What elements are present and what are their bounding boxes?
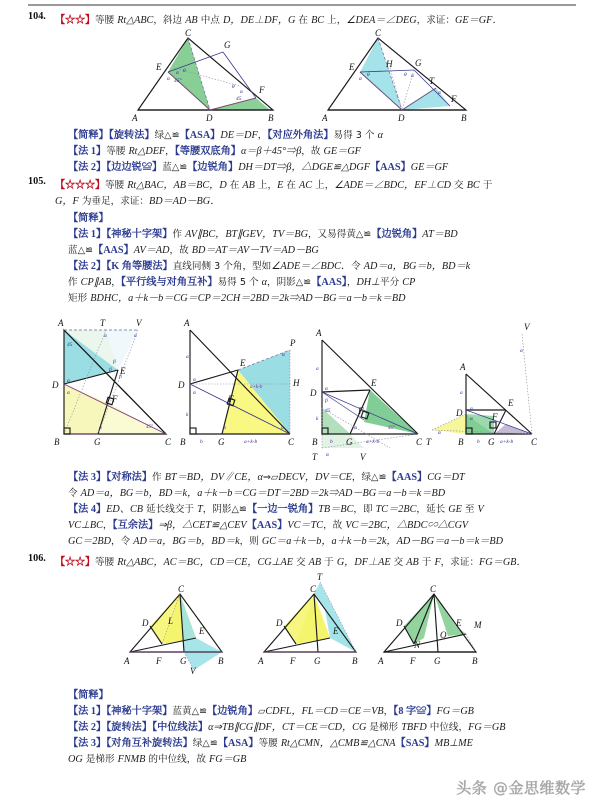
problem-106-number: 106.: [28, 553, 46, 564]
svg-text:L: L: [168, 616, 174, 626]
svg-text:α: α: [411, 73, 414, 79]
svg-text:T: T: [100, 318, 106, 328]
svg-text:C: C: [416, 437, 423, 447]
svg-text:α: α: [67, 378, 70, 384]
problem-105-figure-3: [308, 312, 443, 460]
svg-text:θ: θ: [367, 72, 370, 78]
svg-text:45: 45: [236, 96, 242, 102]
svg-text:b: b: [477, 439, 480, 445]
svg-text:V: V: [524, 322, 530, 332]
problem-105-explanation-line-7: 【法 3】【对称法】作 BT＝BD，DV∥CE，α⇒▱DECV，DV＝CE，绿△≌【AAS】CG＝DT: [68, 472, 465, 483]
svg-text:A: A: [258, 656, 264, 666]
svg-text:45: 45: [325, 408, 331, 414]
svg-text:E: E: [156, 62, 162, 72]
svg-text:G: G: [224, 40, 231, 50]
svg-text:A: A: [58, 318, 64, 328]
svg-text:a+k-b: a+k-b: [500, 439, 514, 445]
problem-106-explanation-line-1: 【简释】: [68, 690, 109, 701]
svg-text:G: G: [346, 437, 353, 447]
svg-text:F: F: [358, 406, 364, 416]
problem-104-explanation-line-2: 【法 1】等腰 Rt△DEF，【等腰双底角】α＝β＋45°⇒β，故 GE＝GF: [68, 146, 361, 157]
svg-text:α: α: [281, 425, 284, 431]
svg-text:A: A: [378, 656, 384, 666]
svg-text:B: B: [312, 437, 318, 447]
problem-104-statement: 【☆☆】等腰 Rt△ABC，斜边 AB 中点 D，DE⊥DF，G 在 BC 上，∠DEA＝∠DEG，求证：GE＝GF．: [55, 15, 503, 26]
svg-text:T: T: [429, 76, 435, 86]
svg-text:F: F: [290, 656, 296, 666]
problem-105-explanation-line-8: 令 AD＝a，BG＝b，BD＝k，a＋k－b＝CG＝DT＝2BD＝2k⇒AD－BG＝a－b＝k＝BD: [68, 488, 446, 499]
svg-text:D: D: [206, 113, 213, 123]
problem-104-stars: 【☆☆】: [55, 15, 95, 26]
svg-text:θ: θ: [232, 84, 235, 90]
svg-text:A: A: [124, 656, 130, 666]
svg-text:α: α: [67, 390, 70, 396]
svg-text:V: V: [360, 452, 366, 462]
top-rule: [28, 4, 576, 6]
svg-text:45: 45: [67, 342, 73, 348]
svg-text:α: α: [359, 76, 362, 82]
svg-text:D: D: [142, 618, 149, 628]
svg-text:C: C: [288, 437, 295, 447]
svg-text:A: A: [460, 362, 466, 372]
svg-text:A: A: [316, 328, 322, 338]
problem-105-statement-line-2: G，F 为垂足，求证：BD＝AD－BG．: [55, 196, 221, 207]
svg-text:D: D: [456, 408, 463, 418]
svg-text:b: b: [330, 439, 333, 445]
svg-text:a+k-b: a+k-b: [366, 439, 380, 445]
svg-text:C: C: [310, 584, 317, 594]
svg-text:F: F: [112, 394, 118, 404]
svg-text:V: V: [136, 318, 142, 328]
svg-text:a+k-b: a+k-b: [244, 439, 258, 445]
svg-text:T: T: [317, 572, 323, 582]
svg-text:B: B: [54, 437, 60, 447]
svg-text:C: C: [185, 28, 192, 38]
problem-105-explanation-line-4: 【法 2】【K 角等腰法】直线同侧 3 个角，型如∠ADE＝∠BDC．令 AD＝a，BG＝b，BD＝k: [68, 261, 471, 272]
svg-text:B: B: [458, 437, 464, 447]
svg-text:C: C: [531, 437, 538, 447]
svg-text:B: B: [461, 113, 467, 123]
svg-text:H: H: [386, 59, 393, 69]
svg-text:k: k: [186, 412, 189, 418]
svg-text:O: O: [440, 630, 447, 640]
svg-text:α: α: [354, 425, 357, 431]
svg-text:E: E: [333, 626, 339, 636]
svg-text:F: F: [259, 85, 265, 95]
svg-text:F: F: [228, 394, 234, 404]
svg-text:G: G: [415, 58, 422, 68]
problem-104-figure-right: [318, 30, 488, 122]
svg-text:α: α: [176, 70, 179, 76]
svg-text:C: C: [430, 584, 437, 594]
svg-text:a+k-b: a+k-b: [250, 385, 263, 390]
svg-text:α: α: [282, 352, 285, 358]
svg-text:θ: θ: [404, 72, 407, 78]
svg-text:V: V: [190, 666, 196, 676]
problem-105-explanation-line-10: VC⊥BC，【互余法】⇒β，△CET≌△CEV【AAS】VC＝TC，故 VC＝2BC，△BDC∽△CGV: [68, 520, 469, 531]
svg-text:θ: θ: [183, 68, 186, 74]
svg-text:α: α: [325, 386, 328, 392]
problem-106-figure-right: [378, 582, 538, 674]
svg-text:G: G: [434, 656, 441, 666]
svg-text:a: a: [460, 390, 463, 396]
problem-104-explanation-line-1: 【简释】【旋转法】绿△≌【ASA】DE＝DF，【对应外角法】易得 3 个 α: [68, 130, 383, 141]
svg-text:α: α: [99, 425, 102, 431]
svg-text:C: C: [178, 584, 185, 594]
svg-text:A: A: [322, 113, 328, 123]
svg-text:α: α: [326, 452, 329, 458]
problem-105-explanation-line-11: GC＝2BD，令 AD＝a，BG＝b，BD＝k，则 GC＝a＋k－b，a＋k－b＝2k，AD－BG＝a－b＝k＝BD: [68, 536, 503, 547]
problem-105-number: 105.: [28, 176, 46, 187]
svg-text:G: G: [180, 656, 187, 666]
svg-text:E: E: [240, 358, 246, 368]
svg-text:D: D: [396, 618, 403, 628]
svg-text:A: A: [184, 318, 190, 328]
svg-text:B: B: [268, 113, 274, 123]
svg-text:G: G: [314, 656, 321, 666]
svg-text:β: β: [119, 374, 122, 380]
problem-105-statement-line-1: 【☆☆☆】等腰 Rt△BAC，AB＝BC，D 在 AB 上，E 在 AC 上，∠ADE＝∠BDC，EF⊥CD 交 BC 于: [55, 180, 493, 191]
svg-text:α: α: [193, 377, 196, 383]
svg-text:T: T: [426, 437, 432, 447]
svg-text:D: D: [310, 388, 317, 398]
svg-text:G: G: [94, 437, 101, 447]
svg-text:α: α: [167, 76, 170, 82]
svg-text:β: β: [325, 398, 328, 404]
svg-text:E: E: [199, 626, 205, 636]
problem-105-explanation-line-2: 【法 1】【神秘十字架】作 AV∥BC，BT∥GEV，TV＝BG，又易得黄△≌【边锐角】AT＝BD: [68, 229, 458, 240]
svg-text:C: C: [165, 437, 172, 447]
problem-106-stars: 【☆☆】: [55, 557, 95, 568]
svg-text:T: T: [312, 452, 318, 462]
svg-text:N: N: [414, 640, 421, 650]
problem-104-figure-left: [128, 30, 298, 122]
problem-104-explanation-line-3: 【法 2】【边边锐≌】蓝△≌【边锐角】DH＝DT⇒β，△DGE≌△DGF【AAS】GE＝GF: [68, 162, 449, 173]
svg-text:B: B: [218, 656, 224, 666]
svg-text:α: α: [470, 416, 473, 422]
svg-text:P: P: [290, 338, 296, 348]
problem-105-explanation-line-3: 蓝△≌【AAS】AV＝AD，故 BD＝AT＝AV－TV＝AD－BG: [68, 245, 319, 256]
svg-text:45°: 45°: [146, 425, 153, 430]
svg-text:F: F: [451, 94, 457, 104]
svg-text:α: α: [240, 89, 243, 95]
problem-105-explanation-line-6: 矩形 BDHC，a＋k－b＝CG＝CP＝2CH＝2BD＝2k⇒AD－BG＝a－b＝k＝BD: [68, 293, 406, 304]
problem-105-stars: 【☆☆☆】: [55, 180, 105, 191]
svg-text:α: α: [520, 348, 523, 354]
problem-105-explanation-line-1: 【简释】: [68, 213, 109, 224]
svg-text:D: D: [178, 380, 185, 390]
problem-105-figure-4: [432, 312, 582, 460]
svg-text:A: A: [132, 113, 138, 123]
problem-105-figure-2: [178, 312, 318, 460]
svg-text:β: β: [109, 367, 112, 373]
svg-text:E: E: [349, 62, 355, 72]
problem-105-figure-1: [46, 312, 186, 460]
svg-text:D: D: [52, 380, 59, 390]
svg-text:E: E: [371, 378, 377, 388]
svg-text:G: G: [218, 437, 225, 447]
problem-106-explanation-line-3: 【法 2】【旋转法】【中位线法】α⇒TB∥CG∥DF，CT＝CE＝CD，CG 是梯形 TBFD 中位线，FG＝GB: [68, 722, 506, 733]
svg-text:45°: 45°: [388, 426, 395, 431]
problem-105-explanation-line-5: 作 CP∥AB，【平行线与对角互补】易得 5 个 α，阴影△≌【AAS】，DH⊥平分 CP: [68, 277, 416, 288]
svg-text:D: D: [398, 113, 405, 123]
svg-text:45°: 45°: [174, 78, 182, 84]
svg-text:B: B: [472, 656, 478, 666]
svg-text:B: B: [180, 437, 186, 447]
problem-106-explanation-line-2: 【法 1】【神秘十字架】蓝黄△≌【边锐角】▱CDFL，FL＝CD＝CE＝VB，【8 字≌】FG＝GB: [68, 706, 474, 717]
problem-106-explanation-line-5: OG 是梯形 FNMB 的中位线，故 FG＝GB: [68, 754, 247, 765]
watermark: 头条 @金思维数学: [456, 779, 586, 797]
svg-text:E: E: [120, 366, 126, 376]
svg-text:F: F: [410, 656, 416, 666]
svg-text:a: a: [316, 366, 319, 372]
svg-text:G: G: [488, 437, 495, 447]
svg-text:a: a: [186, 354, 189, 360]
svg-text:F: F: [156, 656, 162, 666]
svg-text:α: α: [438, 430, 441, 436]
svg-text:α: α: [223, 425, 226, 431]
svg-text:B: B: [352, 656, 358, 666]
problem-106-explanation-line-4: 【法 3】【对角互补旋转法】绿△≌【ASA】等腰 Rt△CMN，△CMB≌△CNA【SAS】MB⊥ME: [68, 738, 473, 749]
svg-text:α: α: [193, 390, 196, 396]
svg-text:D: D: [276, 618, 283, 628]
svg-text:F: F: [492, 412, 498, 422]
svg-text:H: H: [293, 378, 300, 388]
svg-text:E: E: [508, 398, 514, 408]
problem-104-number: 104.: [28, 11, 46, 22]
svg-text:C: C: [375, 28, 382, 38]
svg-text:β: β: [113, 359, 116, 365]
svg-text:b: b: [200, 439, 203, 445]
svg-text:α: α: [438, 90, 441, 96]
svg-text:α: α: [470, 406, 473, 412]
svg-text:α: α: [104, 333, 107, 339]
problem-106-statement: 【☆☆】等腰 Rt△ABC，AC＝BC，CD＝CE，CG⊥AE 交 AB 于 G，DF⊥AE 交 AB 于 F，求证：FG＝GB．: [55, 557, 527, 568]
problem-105-explanation-line-9: 【法 4】ED、CB 延长线交于 T，阴影△≌【一边一锐角】TB＝BC，即 TC＝2BC，延长 GE 至 V: [68, 504, 484, 515]
svg-text:α: α: [134, 333, 137, 339]
svg-text:k: k: [316, 416, 319, 422]
svg-text:E: E: [456, 618, 462, 628]
svg-text:M: M: [474, 620, 482, 630]
